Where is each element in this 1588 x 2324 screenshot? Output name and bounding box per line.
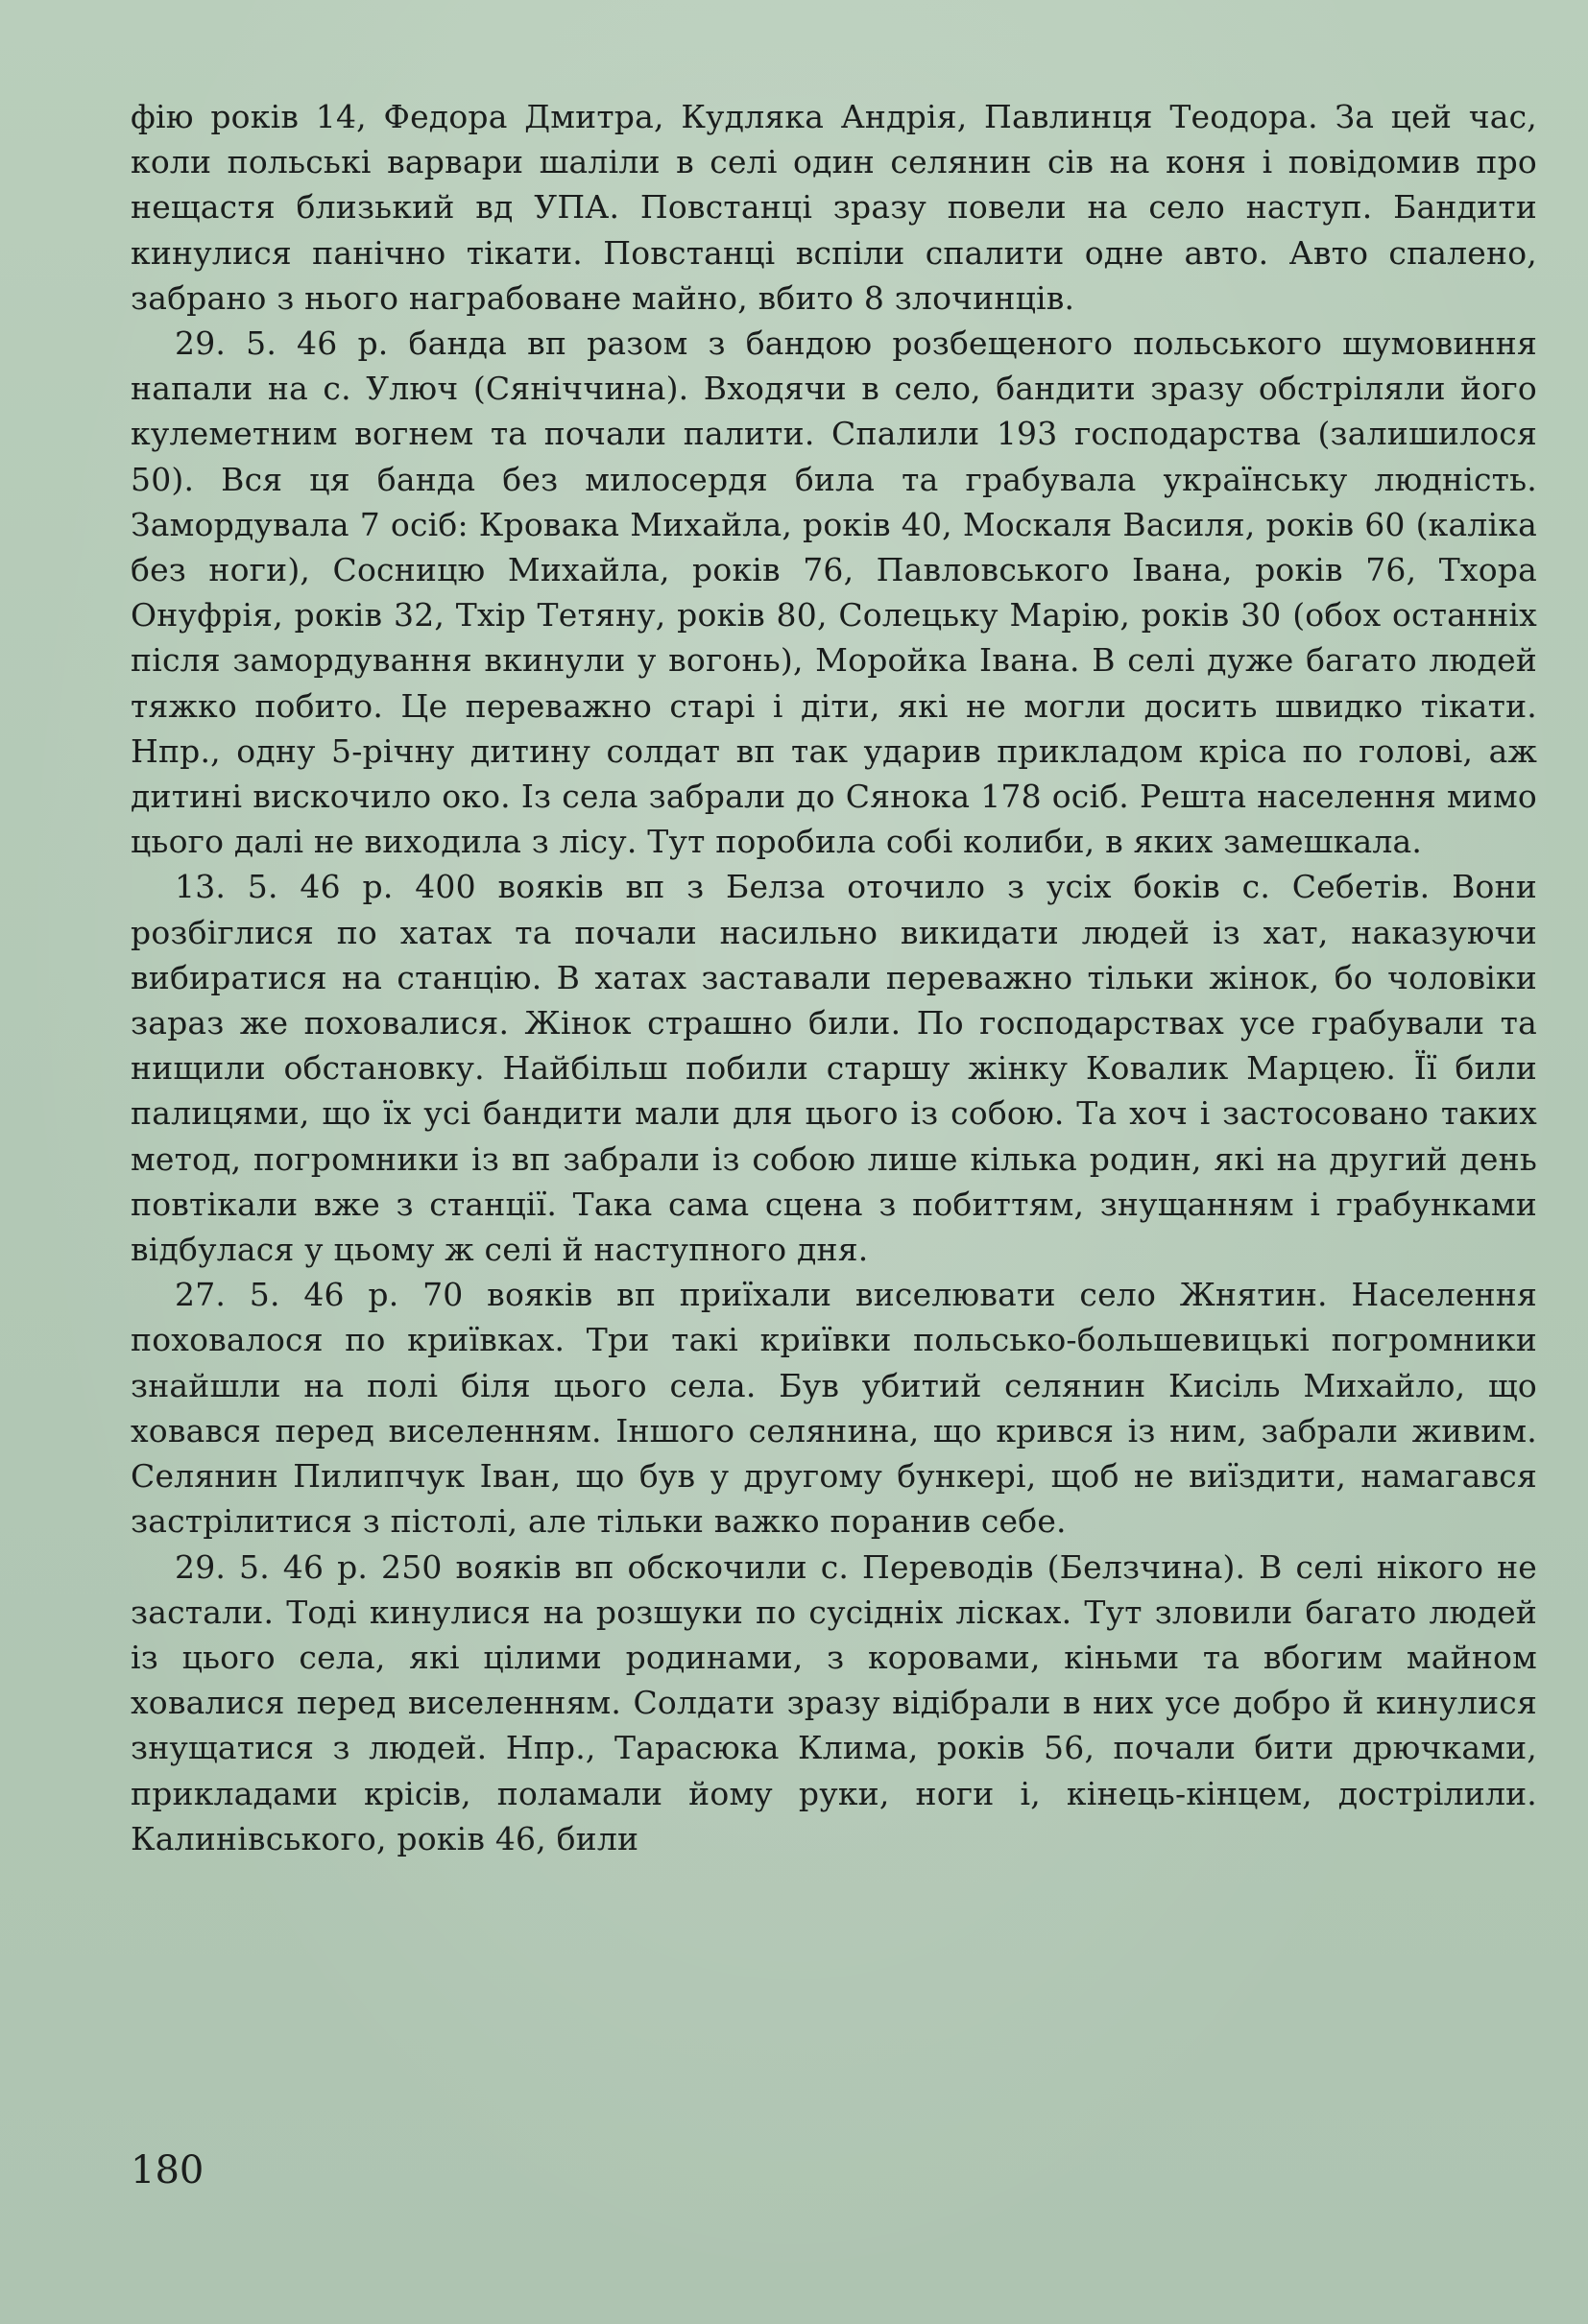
page-number: 180 xyxy=(131,2148,205,2192)
paragraph-3: 13. 5. 46 р. 400 вояків вп з Белза оточило з усіх боків с. Себетів. Вони розбіглися по хатах та почали насильно викидати людей із хат, наказуючи вибиратися на станцію. В хатах заставали переважно тільки жінок, бо чоловіки зараз же поховалися. Жінок страшно били. По господарствах усе грабували та нищили обстановку. Найбільш побили старшу жінку Ковалик Марцею. Її били палицями, що їх усі бандити мали для цього із собою. Та хоч і застосовано таких метод, погромники із вп забрали із собою лише кілька родин, які на другий день повтікали вже з станції. Така сама сцена з побиттям, знущанням і грабунками відбулася у цьому ж селі й наступного дня. xyxy=(131,868,1537,1269)
body-text xyxy=(131,94,1537,1861)
paragraph-1: фію років 14, Федора Дмитра, Кудляка Андрія, Павлинця Теодора. За цей час, коли польські варвари шаліли в селі один селянин сів на коня і повідомив про нещастя близький вд УПА. Повстанці зразу повели на село наступ. Бандити кинулися панічно тікати. Повстанці вспіли спалити одне авто. Авто спалено, забрано з нього награбоване майно, вбито 8 злочинців. xyxy=(131,98,1537,317)
paragraph-2: 29. 5. 46 р. банда вп разом з бандою розбещеного польського шумовиння напали на с. Улюч (Сянiччина). Входячи в село, бандити зразу обстріляли його кулеметним вогнем та почали палити. Спалили 193 господарства (залишилося 50). Вся ця банда без милосердя била та грабувала українську людність. Замордувала 7 осіб: Кровака Михайла, років 40, Москаля Василя, років 60 (каліка без ноги), Сосницю Михайла, років 76, Павловського Івана, років 76, Тхора Онуфрія, років 32, Тхір Тетяну, років 80, Солецьку Марію, років 30 (обох останніх після замордування вкинули у вогонь), Моройка Івана. В селі дуже багато людей тяжко побито. Це переважно старі і діти, які не могли досить швидко тікати. Нпр., одну 5-річну дитину солдат вп так ударив прикладом кріса по голові, аж дитині вискочило око. Із села забрали до Сянока 178 осіб. Решта населення мимо цього далі не виходила з лісу. Тут поробила собі колиби, в яких замешкала. xyxy=(131,324,1537,861)
paragraph-5: 29. 5. 46 р. 250 вояків вп обскочили с. Переводів (Белзчина). В селі нікого не застали. Тоді кинулися на розшуки по сусідніх лісках. Тут зловили багато людей із цього села, які цілими родинами, з коровами, кіньми та вбогим майном ховалися перед виселенням. Солдати зразу відібрали в них усе добро й кинулися знущатися з людей. Нпр., Тарасюка Клима, років 56, почали бити дрючками, прикладами крісів, поламали йому руки, ноги і, кінець-кінцем, дострілили. Калинівського, років 46, били xyxy=(131,1547,1537,1857)
paragraph-4: 27. 5. 46 р. 70 вояків вп приїхали виселювати село Жнятин. Населення поховалося по криївках. Три такі криївки польсько-большевицькі погромники знайшли на полі біля цього села. Був убитий селянин Кисіль Михайло, що ховався перед виселенням. Іншого селянина, що кривcя із ним, забрали живим. Селянин Пилипчук Іван, що був у другому бункері, щоб не виїздити, намагався застрілитися з пістолі, але тільки важко поранив себе. xyxy=(131,1276,1537,1541)
